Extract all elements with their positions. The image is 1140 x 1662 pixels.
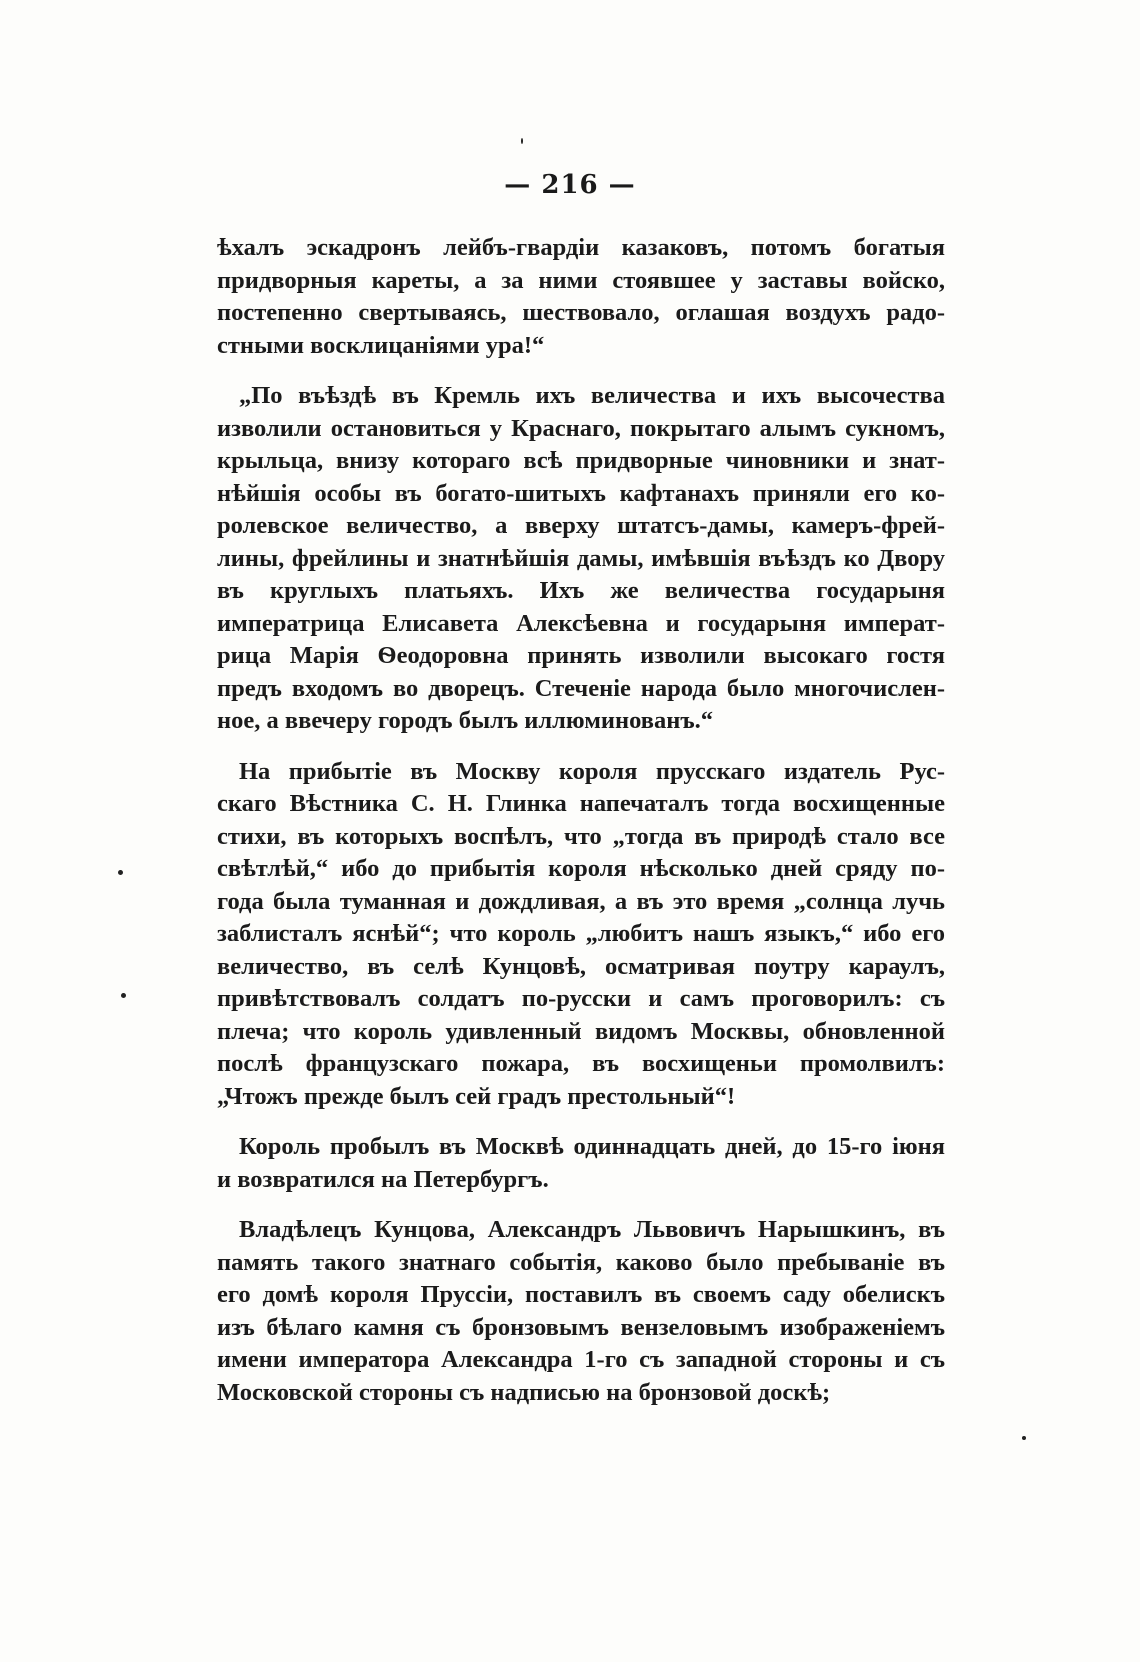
text-line: „По въѣздѣ въ Кремль ихъ величества и ихъ высочества	[239, 382, 945, 409]
paragraph-5	[217, 1214, 945, 1409]
text-line: крыльца, внизу котораго всѣ придворные чиновники и знат-	[217, 447, 945, 474]
text-line: скаго Вѣстника С. Н. Глинка напечаталъ тогда восхищенные	[217, 790, 945, 817]
text-line: и возвратился на Петербургъ.	[217, 1165, 549, 1193]
paragraph-4	[217, 1131, 945, 1196]
text-line: привѣтствовалъ солдатъ по-русски и самъ проговорилъ: съ	[217, 985, 945, 1012]
text-line: рица Марія Ѳеодоровна принять изволили высокаго гостя	[217, 642, 945, 669]
text-line: предъ входомъ во дворецъ. Стеченіе народа было многочислен-	[217, 674, 945, 702]
text-line: память такого знатнаго событія, каково было пребываніе въ	[217, 1248, 945, 1276]
scan-speck-top	[521, 138, 523, 144]
text-line: нѣйшія особы въ богато-шитыхъ кафтанахъ приняли его ко-	[217, 479, 945, 507]
text-line: императрица Елисавета Алексѣевна и государыня императ-	[217, 609, 945, 637]
paragraph-1	[217, 232, 945, 362]
text-line: года была туманная и дождливая, а въ это время „солнца лучь	[217, 887, 945, 915]
text-line: плеча; что король удивленный видомъ Москвы, обновленной	[217, 1017, 945, 1045]
text-line: его домѣ короля Пруссіи, поставилъ въ своемъ саду обелискъ	[217, 1281, 945, 1308]
text-line: Московской стороны съ надписью на бронзовой доскѣ;	[217, 1378, 831, 1406]
text-line: изволили остановиться у Краснаго, покрытаго алымъ сукномъ,	[217, 414, 945, 442]
text-line: изъ бѣлаго камня съ бронзовымъ вензеловымъ изображеніемъ	[217, 1313, 945, 1341]
text-line: имени императора Александра 1-го съ западной стороны и съ	[217, 1346, 945, 1373]
scan-speck-right	[1022, 1436, 1026, 1440]
text-line: придворныя кареты, а за ними стоявшее у заставы войско,	[217, 266, 945, 294]
body-text	[217, 232, 945, 1427]
text-line: стными восклицаніями ура!“	[217, 331, 545, 359]
text-line: въ круглыхъ платьяхъ. Ихъ же величества государыня	[217, 577, 945, 604]
text-line: Владѣлецъ Кунцова, Александръ Львовичъ Нарышкинъ, въ	[239, 1216, 945, 1243]
text-line: „Чтожъ прежде былъ сей градъ престольный“!	[217, 1082, 736, 1110]
scan-speck-left-1	[118, 870, 123, 875]
text-line: величество, въ селѣ Кунцовѣ, осматривая поутру караулъ,	[217, 952, 945, 980]
page-number: — 216 —	[504, 170, 636, 200]
text-line: свѣтлѣй,“ ибо до прибытія короля нѣсколько дней сряду по-	[217, 855, 945, 882]
text-line: Король пробылъ въ Москвѣ одиннадцать дней, до 15-го іюня	[239, 1133, 945, 1160]
text-line: стихи, въ которыхъ воспѣлъ, что „тогда въ природѣ стало все	[217, 822, 945, 850]
paragraph-3	[217, 756, 945, 1114]
text-line: послѣ французскаго пожара, въ восхищеньи промолвилъ:	[217, 1050, 945, 1077]
text-line: лины, фрейлины и знатнѣйшія дамы, имѣвшія въѣздъ ко Двору	[217, 544, 945, 572]
text-line: На прибытіе въ Москву короля прусскаго издатель Рус-	[239, 757, 945, 785]
text-line: постепенно свертываясь, шествовало, оглашая воздухъ радо-	[217, 299, 945, 326]
text-line: ролевское величество, а вверху штатсъ-дамы, камеръ-фрей-	[217, 512, 945, 539]
text-line: ное, а ввечеру городъ былъ иллюминованъ.“	[217, 707, 714, 734]
text-line: ѣхалъ эскадронъ лейбъ-гвардіи казаковъ, потомъ богатыя	[217, 234, 945, 261]
paragraph-2	[217, 380, 945, 738]
scan-speck-left-2	[121, 993, 126, 998]
text-line: заблисталъ яснѣй“; что король „любитъ нашъ языкъ,“ ибо его	[217, 920, 945, 947]
